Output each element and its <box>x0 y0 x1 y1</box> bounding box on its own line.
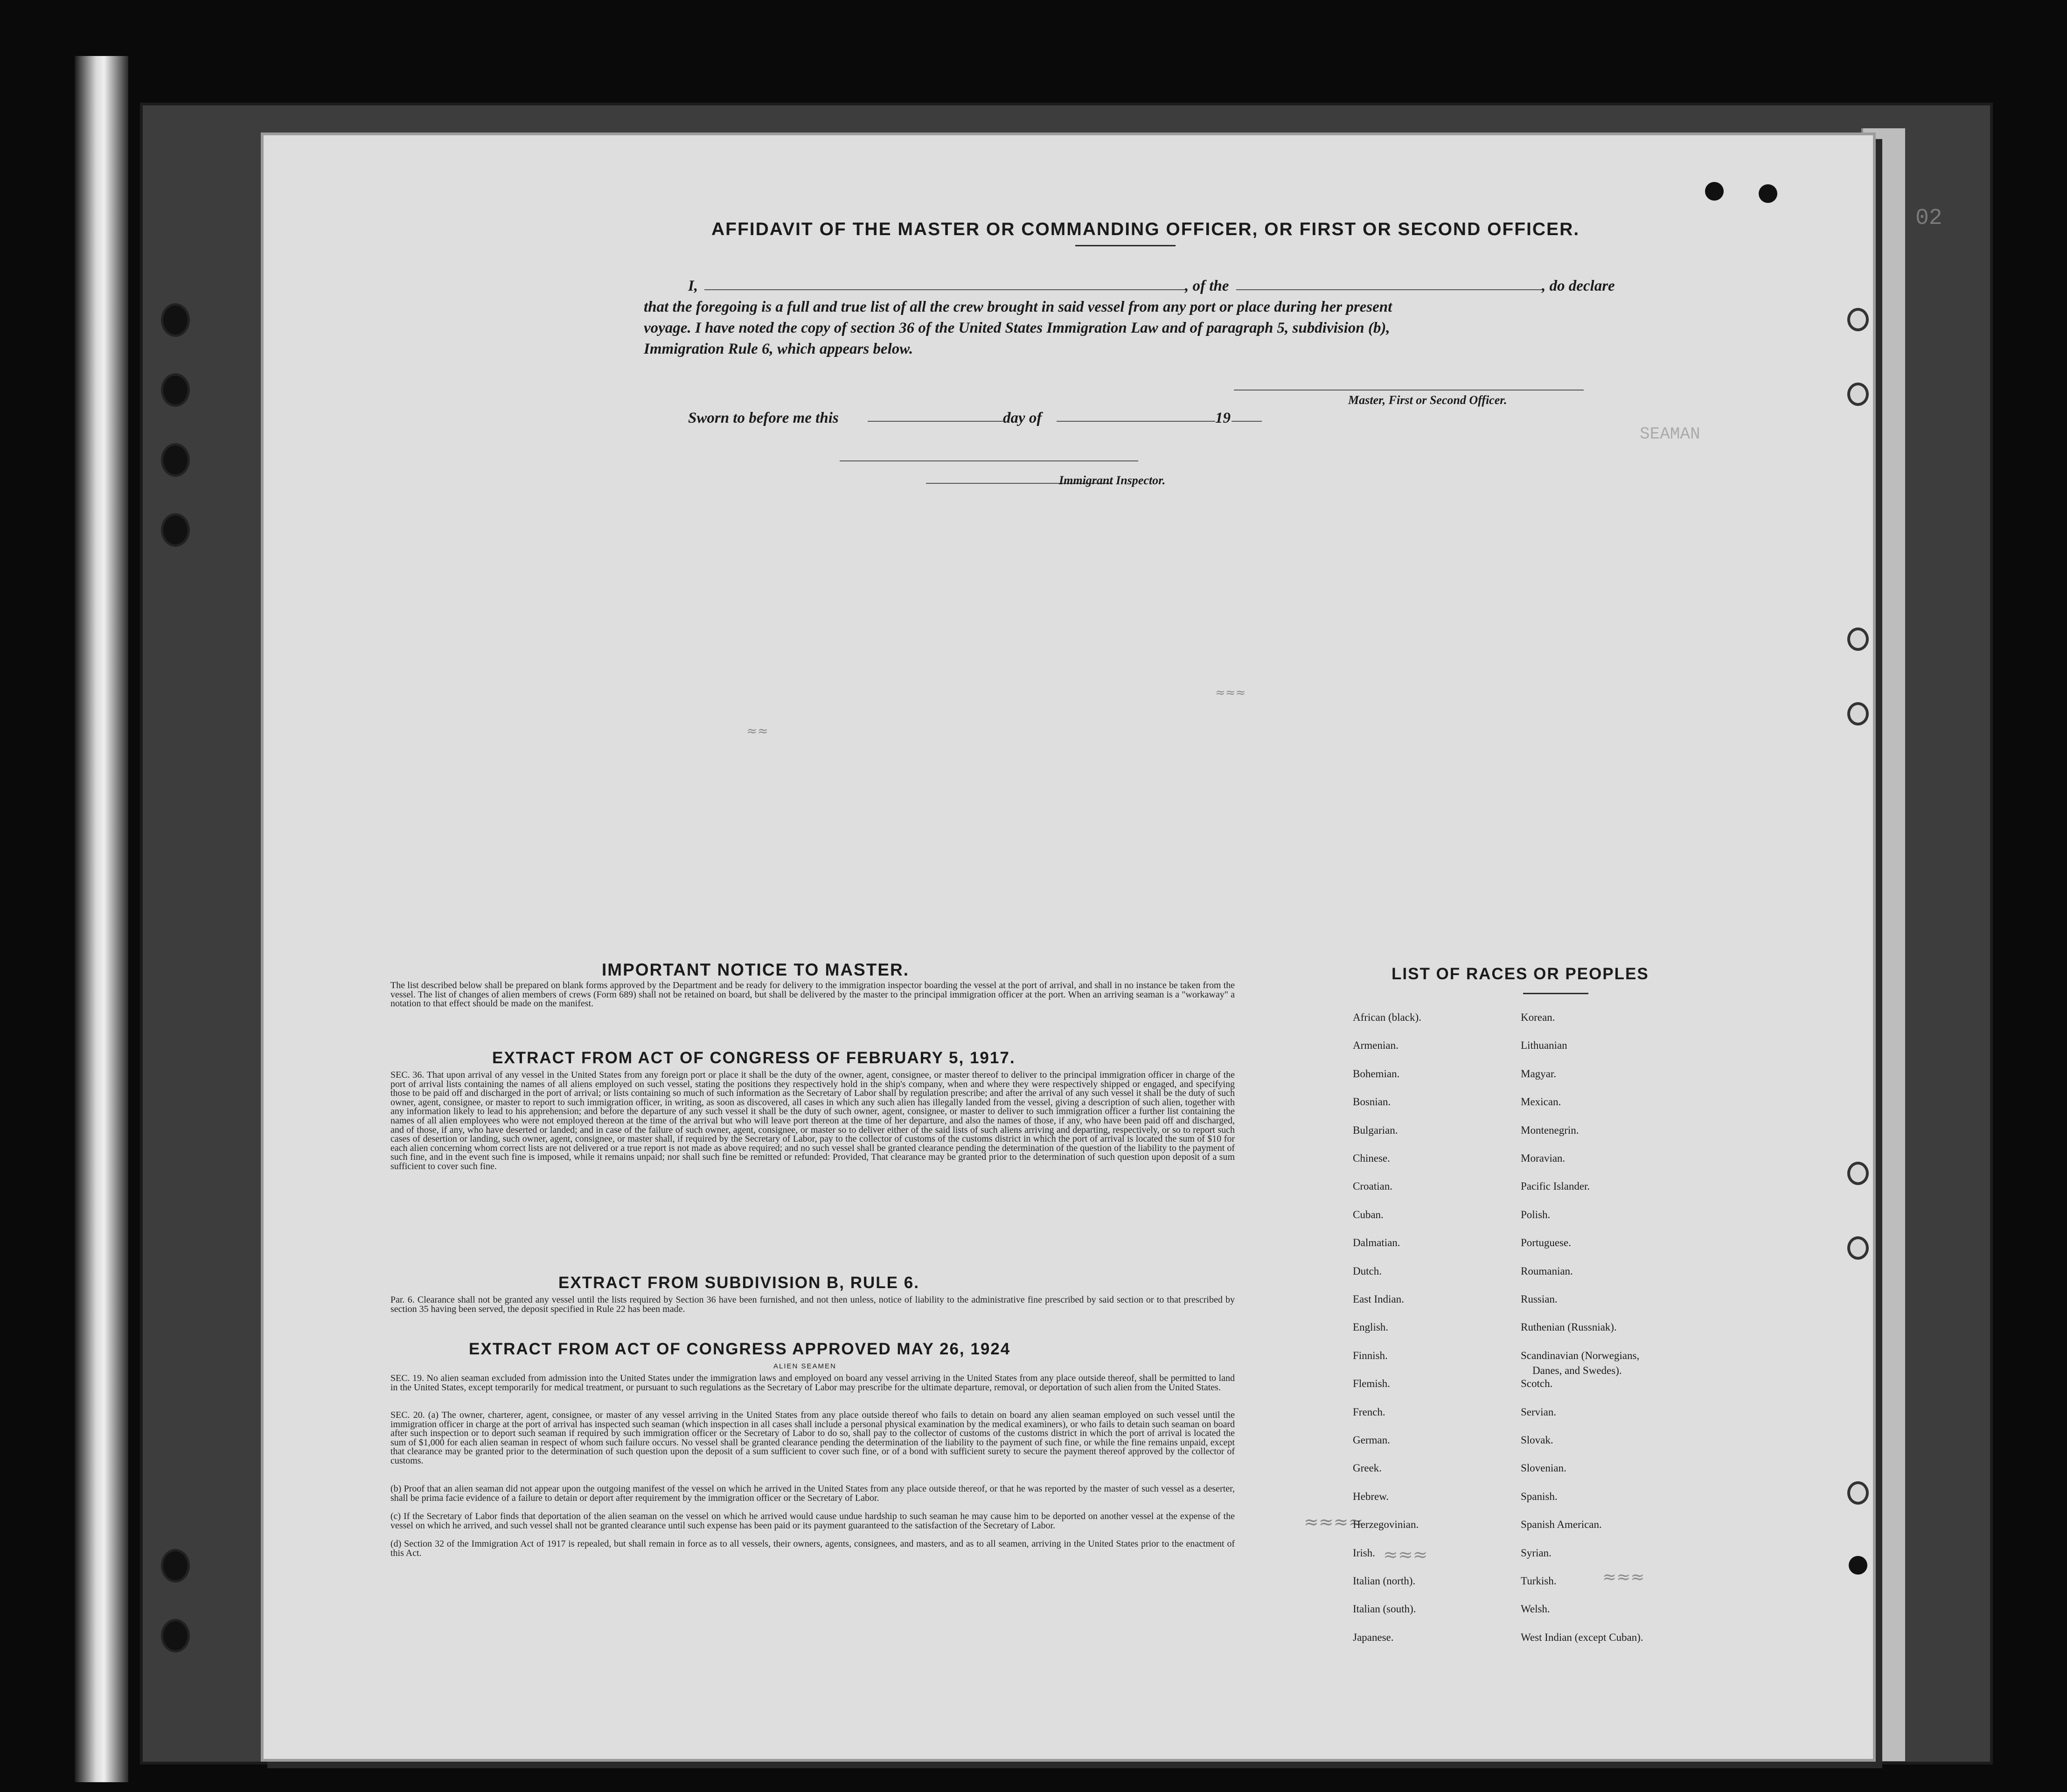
race-item: French. <box>1353 1406 1385 1418</box>
race-item: Magyar. <box>1521 1067 1557 1080</box>
race-item: Italian (north). <box>1353 1575 1416 1587</box>
race-item: Herzegovinian. <box>1353 1519 1419 1531</box>
race-item: Pacific Islander. <box>1521 1180 1590 1192</box>
punch-hole-dark <box>1705 182 1724 201</box>
day-of-label: day of <box>1003 410 1042 426</box>
race-item: Moravian. <box>1521 1152 1566 1164</box>
handwritten-mark: ≈≈≈≈ <box>1304 1512 1364 1532</box>
statement-line-2: voyage. I have noted the copy of section 36 of the United States Immigration Law and of paragraph 5, subdivision (b), <box>644 320 1390 336</box>
race-item: Bulgarian. <box>1353 1124 1398 1136</box>
punch-hole <box>1847 1236 1869 1260</box>
notice-text: The list described below shall be prepared on blank forms approved by the Department and be ready for delivery to the immigration inspector boarding the vessel at the port of arrival, and shall in no instance be taken from the vessel. The list of changes of alien members of crews (Form 689) shall not be retained on board, but shall be delivered by the master to the principal immigration officer at the port. When an arriving seaman is a "workaway" a notation to that effect should be made on the manifest. <box>390 980 1235 1009</box>
affidavit-page <box>264 135 1873 1759</box>
extract-rule6-text: Par. 6. Clearance shall not be granted any vessel until the lists required by Section 36 have been furnished, and not then unless, notice of liability to the administrative fine prescribed by said section or to that prescribed by section 35 having been served, the deposit specified in Rule 22 has been made. <box>390 1295 1235 1314</box>
sworn-day-blank[interactable] <box>868 421 1003 422</box>
statement-line-3: Immigration Rule 6, which appears below. <box>644 341 913 357</box>
race-item: German. <box>1353 1434 1390 1446</box>
sworn-year-blank[interactable] <box>1232 421 1262 422</box>
affidavit-title: AFFIDAVIT OF THE MASTER OR COMMANDING OFFICER, OR FIRST OR SECOND OFFICER. <box>711 219 1580 239</box>
binder-hole <box>161 443 190 477</box>
handwritten-mark: ≈≈≈ <box>1383 1544 1428 1565</box>
race-item: Finnish. <box>1353 1349 1388 1361</box>
handwritten-mark: ≈≈≈ <box>1215 686 1246 700</box>
extract-1917-title: EXTRACT FROM ACT OF CONGRESS OF FEBRUARY 5, 1917. <box>492 1049 1016 1067</box>
sworn-month-blank[interactable] <box>1057 421 1215 422</box>
statement-line-1: that the foregoing is a full and true list of all the crew brought in said vessel from any port or place during her present <box>644 299 1392 315</box>
race-item: Hebrew. <box>1353 1490 1389 1502</box>
punch-hole <box>1847 1481 1869 1505</box>
race-item: Dalmatian. <box>1353 1237 1400 1249</box>
race-item: Armenian. <box>1353 1039 1399 1052</box>
binder-holes-left <box>161 289 189 1689</box>
punch-hole <box>1847 702 1869 725</box>
inspector-line-upper[interactable] <box>840 460 1138 461</box>
race-item: Flemish. <box>1353 1378 1390 1390</box>
race-item: Russian. <box>1521 1293 1558 1305</box>
race-item: Korean. <box>1521 1011 1555 1023</box>
extract-1924-subtitle: ALIEN SEAMEN <box>773 1362 836 1370</box>
race-item: Scotch. <box>1521 1378 1553 1390</box>
punch-hole <box>1847 1162 1869 1185</box>
race-item: Turkish. <box>1521 1575 1557 1587</box>
punch-hole-dark <box>1849 1556 1867 1575</box>
sec-20d-text: (d) Section 32 of the Immigration Act of 1917 is repealed, but shall remain in force as to all vessels, their owners, agents, consignees, and masters, and as to all seamen, arriving in the United States prior to the enactment of this Act. <box>390 1539 1235 1558</box>
binder-hole <box>161 513 190 547</box>
vessel-blank[interactable] <box>1236 289 1542 290</box>
race-item: Chinese. <box>1353 1152 1390 1164</box>
race-item: Spanish American. <box>1521 1519 1602 1531</box>
extract-1917-text: SEC. 36. That upon arrival of any vessel in the United States from any foreign port or place it shall be the duty of the owner, agent, consignee, or master thereof to deliver to the principal immigration officer in charge of the port of arrival lists containing the names of all aliens employed on such vessel, stating the positions they respectively hold in the ship's company, when and where they were respectively shipped or engaged, and specifying those to be paid off and discharged in the port of arrival; or lists containing so much of such information as the Secretary of Labor shall by regulation prescribe; and after the arrival of any such vessel it shall be the duty of such owner, agent, consignee, or master to report to such immigration officer, in writing, as soon as discovered, all cases in which any such alien has illegally landed from the vessel, giving a description of such alien, together with any information likely to lead to his apprehension; and before the departure of any such vessel it shall be the duty of such owner, agent, consignee, or master to deliver to such immigration officer a further list containing the names of all alien employees who were not employed thereon at the time of the arrival but who will leave port thereon at the time of her departure, and also the names of those, if any, who have been paid off and discharged, and of those, if any, who have deserted or landed; and in case of the failure of such owner, agent, consignee, or master so to deliver either of the said lists of such aliens arriving and departing, respectively, or so to report such cases of desertion or landing, such owner, agent, consignee, or master shall, if required by the Secretary of Labor, pay to the collector of customs of the customs district in which the port of arrival is located the sum of $10 for each alien concerning whom correct lists are not delivered or a true report is not made as above required; and no such vessel shall be granted clearance pending the determination of the question of the liability to the payment of such fine, and in the event such fine is imposed, while it remains unpaid; nor shall such fine be remitted or refunded: Provided, That clearance may be granted prior to the determination of such question upon deposit of a sum sufficient to cover such fine. <box>390 1070 1235 1171</box>
race-item: Scandinavian (Norwegians, <box>1521 1349 1640 1361</box>
race-item: Slovenian. <box>1521 1462 1566 1474</box>
race-item: Dutch. <box>1353 1265 1382 1277</box>
punch-hole-dark <box>1759 184 1777 203</box>
title-underline <box>1075 245 1176 246</box>
handwritten-mark: ≈≈ <box>746 723 768 739</box>
race-item: West Indian (except Cuban). <box>1521 1631 1643 1643</box>
do-declare-label: , do declare <box>1542 278 1615 294</box>
race-item: Irish. <box>1353 1547 1375 1559</box>
of-the-label: , of the <box>1185 278 1229 294</box>
race-item: Bosnian. <box>1353 1096 1391 1108</box>
i-label: I, <box>688 278 698 294</box>
race-item: Danes, and Swedes). <box>1532 1365 1622 1377</box>
inspector-label: Immigrant Inspector. <box>1059 474 1166 487</box>
sworn-label: Sworn to before me this <box>688 410 839 426</box>
master-signature-label: Master, First or Second Officer. <box>1348 393 1507 407</box>
punch-hole <box>1847 308 1869 331</box>
punch-hole <box>1847 383 1869 406</box>
race-item: Mexican. <box>1521 1096 1561 1108</box>
handwritten-mark: ≈≈≈ <box>1602 1568 1645 1587</box>
race-item: Roumanian. <box>1521 1265 1573 1277</box>
race-item: Welsh. <box>1521 1603 1550 1615</box>
extract-rule6-title: EXTRACT FROM SUBDIVISION B, RULE 6. <box>558 1274 919 1292</box>
race-item: Italian (south). <box>1353 1603 1416 1615</box>
stamp-number: 02 <box>1915 206 1942 231</box>
race-item: Croatian. <box>1353 1180 1392 1192</box>
race-item: Portuguese. <box>1521 1237 1571 1249</box>
extract-1924-title: EXTRACT FROM ACT OF CONGRESS APPROVED MAY 26, 1924 <box>469 1340 1011 1358</box>
sec-19-text: SEC. 19. No alien seaman excluded from admission into the United States under the immigration laws and employed on board any vessel arriving in the United States from any place outside thereof, shall be permitted to land in the United States, except temporarily for medical treatment, or pursuant to such regulations as the Secretary of Labor may prescribe for the ultimate departure, removal, or deportation of such alien from the United States. <box>390 1373 1235 1393</box>
sec-20b-text: (b) Proof that an alien seaman did not appear upon the outgoing manifest of the vessel on which he arrived in the United States from any place outside thereof, or that he was reported by the master of such vessel as a deserter, shall be prima facie evidence of a failure to detain or deport after requirement by the immigration officer or the Secretary of Labor. <box>390 1484 1235 1503</box>
binder-hole <box>161 373 190 407</box>
race-item: Ruthenian (Russniak). <box>1521 1321 1617 1333</box>
year-prefix: 19 <box>1215 410 1231 426</box>
sec-20c-text: (c) If the Secretary of Labor finds that deportation of the alien seaman on the vessel on which he arrived would cause undue hardship to such seaman he may cause him to be deported on another vessel at the expense of the vessel on which he arrived, and such vessel shall not be granted clearance until such expense has been paid or its payment guaranteed to the satisfaction of the Secretary of Labor. <box>390 1511 1235 1531</box>
races-title: LIST OF RACES OR PEOPLES <box>1392 965 1649 983</box>
race-item: Lithuanian <box>1521 1039 1567 1052</box>
race-item: Bohemian. <box>1353 1067 1400 1080</box>
race-item: African (black). <box>1353 1011 1421 1023</box>
binder-hole <box>161 303 190 337</box>
race-item: Japanese. <box>1353 1631 1394 1643</box>
punch-hole <box>1847 628 1869 651</box>
sec-20a-text: SEC. 20. (a) The owner, charterer, agent, consignee, or master of any vessel arriving in the United States from any place outside thereof who fails to detain on board any alien seaman employed on such vessel until the immigration officer in charge at the port of arrival has inspected such seaman (which inspection in all cases shall include a personal physical examination by the medical examiners), or who fails to detain such seaman on board after such inspection or to deport such seaman if required by such immigration officer or the Secretary of Labor to do so, shall pay to the collector of customs of the customs district in which the port of arrival is located the sum of $1,000 for each alien seaman in respect of whom such failure occurs. No vessel shall be granted clearance pending the determination of the liability to the payment of such fine, or while the fine remains unpaid, except that clearance may be granted prior to the determination of such question upon the deposit of a sum sufficient to cover such fine, or of a bond with sufficient surety to secure the payment thereof approved by the collector of customs. <box>390 1410 1235 1466</box>
race-item: Montenegrin. <box>1521 1124 1579 1136</box>
name-blank[interactable] <box>704 289 1185 290</box>
race-item: Servian. <box>1521 1406 1557 1418</box>
film-edge-strip <box>75 56 128 1782</box>
race-item: Slovak. <box>1521 1434 1553 1446</box>
binder-hole <box>161 1549 190 1583</box>
race-item: Spanish. <box>1521 1490 1558 1502</box>
binder-hole <box>161 1619 190 1653</box>
races-underline <box>1523 993 1588 994</box>
race-item: Greek. <box>1353 1462 1382 1474</box>
race-item: Polish. <box>1521 1208 1551 1220</box>
race-item: Cuban. <box>1353 1208 1384 1220</box>
race-item: Syrian. <box>1521 1547 1552 1559</box>
race-item: English. <box>1353 1321 1389 1333</box>
notice-title: IMPORTANT NOTICE TO MASTER. <box>602 960 910 979</box>
bleed-through-stamp: SEAMAN <box>1640 425 1700 444</box>
race-item: East Indian. <box>1353 1293 1404 1305</box>
